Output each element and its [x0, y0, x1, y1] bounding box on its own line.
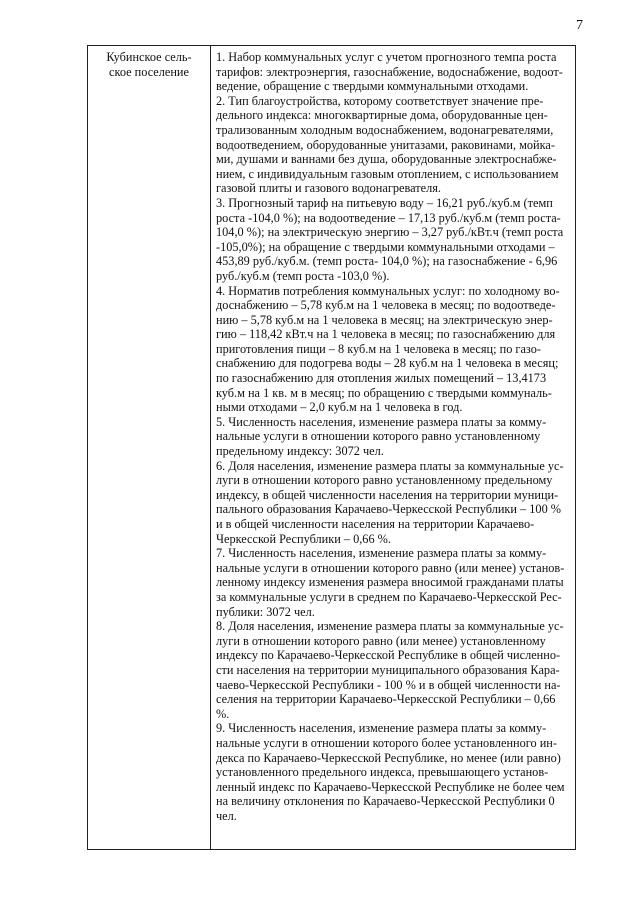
- item-2-improvement-type: 2. Тип благоустройства, которому соответствует значение пре- дельного индекса: многоквартирные дома, оборудованные цен- трализованным холодным водоснабжением, водонагревателями, водоотведением, оборудованные унитазами, раковинами, мойка- ми, душами и ваннами без душа, оборудованные электроснабже- нием, с индивидуальным газовым отоплением, с использованием газовой плиты и газового водонагревателя.: [216, 93, 559, 196]
- item-5-population-count: 5. Численность населения, изменение размера платы за комму- нальные услуги в отношении которого равно установленному предельному индексу: 3072 чел.: [216, 414, 547, 459]
- municipality-cell: [88, 46, 211, 849]
- item-1-commodity-set: 1. Набор коммунальных услуг с учетом прогнозного темпа роста тарифов: электроэнергия, газоснабжение, водоснабжение, водоот- ведение, обращение с твердыми коммунальными отходами.: [216, 50, 563, 94]
- page-number: 7: [576, 18, 583, 33]
- item-4-consumption-norms: 4. Норматив потребления коммунальных услуг: по холодному во- доснабжению – 5,78 куб.м на 1 человека в месяц; по водоотведе- нию – 5,78 куб.м на 1 человека в месяц; на электрическую энер- гию – 118,42 кВт.ч на 1 человека в месяц; по газоснабжению для приготовления пищи – 8 куб.м на 1 человека в месяц; по газо- снабжению для подогрева воды – 28 куб.м на 1 человека в месяц; по газоснабжению для отопления жилых помещений – 13,4173 куб.м на 1 кв. м в месяц; по обращению с твердыми коммуналь- ными отходами – 2,0 куб.м на 1 человека в год.: [216, 283, 560, 415]
- municipality-name: Кубинское сель- ское поселение: [106, 50, 192, 79]
- item-8-population-share-average: 8. Доля населения, изменение размера платы за коммунальные ус- луги в отношении которого равно (или менее) установленному индексу по Карачаево-Черкесской Республике в общей численно- сти населения на территории муниципального образования Кара- чаево-Черкесской Республики - 100 % и в общей численности на- селения на территории Карачаево-Черкесской Республики – 0,66 %.: [216, 619, 564, 721]
- item-7-population-count-average: 7. Численность населения, изменение размера платы за комму- нальные услуги в отношении которого равно (или менее) установ- ленному индексу изменения размера вносимой гражданами платы за коммунальные услуги в среднем по Карачаево-Черкесской Рес- публики: 3072 чел.: [216, 546, 565, 619]
- parameters-cell: [211, 46, 575, 849]
- item-6-population-share: 6. Доля населения, изменение размера платы за коммунальные ус- луги в отношении которого равно установленному предельному индексу, в общей численности населения на территории муници- пального образования Карачаево-Черкесской Республики – 100 % и в общей численности населения на территории Карачаево- Черкесской Республики – 0,66 %.: [216, 458, 564, 546]
- document-table: [87, 45, 576, 850]
- item-9-population-above-index: 9. Численность населения, изменение размера платы за комму- нальные услуги в отношении которого более установленного ин- декса по Карачаево-Черкесской Республике, но менее (или равно) установленного предельного индекса, превышающего установ- ленный индекс по Карачаево-Черкесской Республике не более чем на величину отклонения по Карачаево-Черкесской Республики 0 чел.: [216, 721, 565, 823]
- item-3-forecast-tariffs: 3. Прогнозный тариф на питьевую воду – 16,21 руб./куб.м (темп роста -104,0 %); на водоотведение – 17,13 руб./куб.м (темп роста- 104,0 %); на электрическую энергию – 3,27 руб./кВт.ч (темп роста -105,0%); на обращение с твердыми коммунальными отходами – 453,89 руб./куб.м. (темп роста- 104,0 %); на газоснабжение - 6,96 руб./куб.м (темп роста -103,0 %).: [216, 195, 564, 283]
